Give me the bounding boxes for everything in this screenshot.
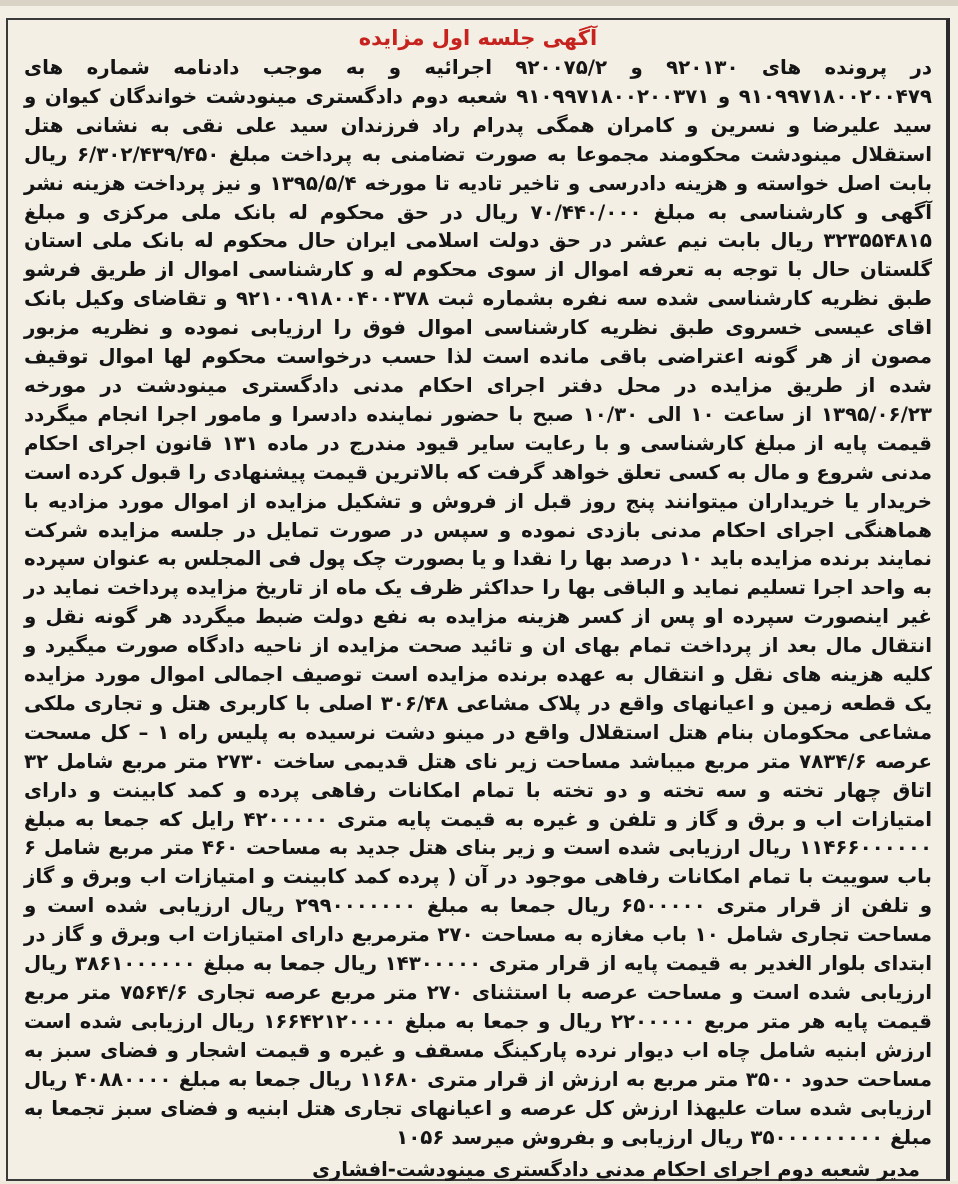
pen-mark	[0, 934, 6, 944]
pen-mark	[0, 581, 6, 591]
notice-title: آگهی جلسه اول مزایده	[358, 26, 598, 50]
notice-body: در پرونده های ۹۲۰۱۳۰ و ۹۲۰۰۷۵/۲ اجرائیه و به موجب دادنامه شماره های ۹۱۰۹۹۷۱۸۰۰۲۰۰۴۷۹ و ۹۱۰۹۹۷۱۸۰۰۲۰۰۳۷۱ شعبه دوم دادگستری مینودشت خواندگان کیوان و سید علیرضا و نسرین و کامران همگی پدرام راد فرزندان سید علی نقی به نشانی هتل استقلال مینودشت محکومند مجموعا به صورت تضامنی به پرداخت مبلغ ۶/۳۰۲/۴۳۹/۴۵۰ ریال بابت اصل خواسته و هزینه دادرسی و تاخیر تادیه تا مورخه ۱۳۹۵/۵/۴ و نیز پرداخت هزینه نشر آگهی و کارشناسی به مبلغ ۷۰/۴۴۰/۰۰۰ ریال در حق محکوم له بانک ملی مرکزی و مبلغ ۳۲۳۵۵۴۸۱۵ ریال بابت نیم عشر در حق دولت اسلامی ایران حال محکوم له بانک ملی استان گلستان حال با توجه به تعرفه اموال از سوی محکوم له و کارشناسی اموال از طریق فرشو طبق نظریه کارشناسی شده سه نفره بشماره ثبت ۹۲۱۰۰۹۱۸۰۰۴۰۰۳۷۸ و تقاضای وکیل بانک اقای عیسی خسروی طبق نظریه کارشناسی اموال فوق را ارزیابی نموده و نظریه مزبور مصون از هر گونه اعتراضی باقی مانده است لذا حسب درخواست محکوم لها اموال توقیف شده از طریق مزایده در محل دفتر اجرای احکام مدنی دادگستری مینودشت در مورخه ۱۳۹۵/۰۶/۲۳ از ساعت ۱۰ الی ۱۰/۳۰ صبح با حضور نماینده دادسرا و مامور اجرا انجام میگردد قیمت پایه از مبلغ کارشناسی و با رعایت سایر قیود مندرج در ماده ۱۳۱ قانون اجرای احکام مدنی شروع و مال به کسی تعلق خواهد گرفت که بالاترین قیمت پیشنهادی را قبول کرده است خریدار یا خریداران میتوانند پنج روز قبل از فروش و تشکیل مزایده از اموال مورد مزادیه با هماهنگی اجرای احکام مدنی بازدی نموده و سپس در صورت تمایل در جلسه مزایده شرکت نمایند برنده مزایده باید ۱۰ درصد بها را نقدا و یا بصورت چک پول فی المجلس به عنوان سپرده به واحد اجرا تسلیم نماید و الباقی بها را حداکثر ظرف یک ماه از تاریخ مزایده پرداخت نماید در غیر اینصورت سپرده او پس از کسر هزینه مزایده به نفع دولت ضبط میگردد هر گونه نقل و انتقال مال بعد از پرداخت تمام بهای ان و تائید صحت مزایده از ناحیه دادگاه صورت میگیرد و کلیه هزینه های نقل و انتقال به عهده برنده مزایده است توصیف اجمالی اموال مورد مزایده یک قطعه زمین و اعیانهای واقع در پلاک مشاعی ۳۰۶/۴۸ اصلی با کاربری هتل و تجاری ملکی مشاعی محکومان بنام هتل استقلال واقع در مینو دشت نرسیده به پلیس راه ۱ – کل مسحت عرصه ۷۸۳۴/۶ متر مربع میباشد مساحت زیر نای هتل قدیمی ساخت ۲۷۳۰ متر مربع شامل ۳۲ اتاق چهار تخته و سه تخته و دو تخته با تمام امکانات رفاهی پرده و کمد کابینت و دارای امتیازات اب و برق و گاز و تلفن و غیره به قیمت پایه متری ۴۲۰۰۰۰۰ رایل که جمعا به مبلغ ۱۱۴۶۶۰۰۰۰۰۰ ریال ارزیابی شده است و زیر بنای هتل جدید به مساحت ۴۶۰ متر مربع شامل ۶ باب سوییت با تمام امکانات رفاهی موجود در آن ( پرده کمد کابینت و امتیازات اب وبرق و گاز و تلفن از قرار متری ۶۵۰۰۰۰۰ ریال جمعا به مبلغ ۲۹۹۰۰۰۰۰۰۰ ریال ارزیابی شده است و مساحت تجاری شامل ۱۰ باب مغازه به مساحت ۲۷۰ مترمربع دارای امتیازات اب وبرق و گاز در ابتدای بلوار الغدیر به قیمت پایه از قرار متری ۱۴۳۰۰۰۰۰ ریال جمعا به مبلغ ۳۸۶۱۰۰۰۰۰۰ ریال ارزیابی شده است و مساحت عرصه با استثنای ۲۷۰ متر مربع عرصه تجاری ۷۵۶۴/۶ متر مربع قیمت پایه هر متر مربع ۲۲۰۰۰۰۰ ریال و جمعا به مبلغ ۱۶۶۴۲۱۲۰۰۰۰ ریال ارزیابی شده است ارزش ابنیه شامل چاه اب دیوار نرده پارکینگ مسقف و غیره و قیمت اشجار و فضای سبز به مساحت حدود ۳۵۰۰ متر مربع به ارزش از قرار متری ۱۱۶۸۰ ریال جمعا به مبلغ ۴۰۸۸۰۰۰۰ ریال ارزیابی شده سات علیهذا ارزش کل عرصه و اعیانهای تجاری هتل ابنیه و فضای سبز تجمعا به مبلغ ۳۵۰۰۰۰۰۰۰۰۰ ریال ارزیابی و بفروش میرسد ۱۰۵۶	[24, 56, 933, 1149]
notice-signature: مدیر شعبه دوم اجرای احکام مدنی دادگستری مینودشت-افشاری	[312, 1158, 920, 1182]
notice-frame	[6, 18, 950, 1181]
